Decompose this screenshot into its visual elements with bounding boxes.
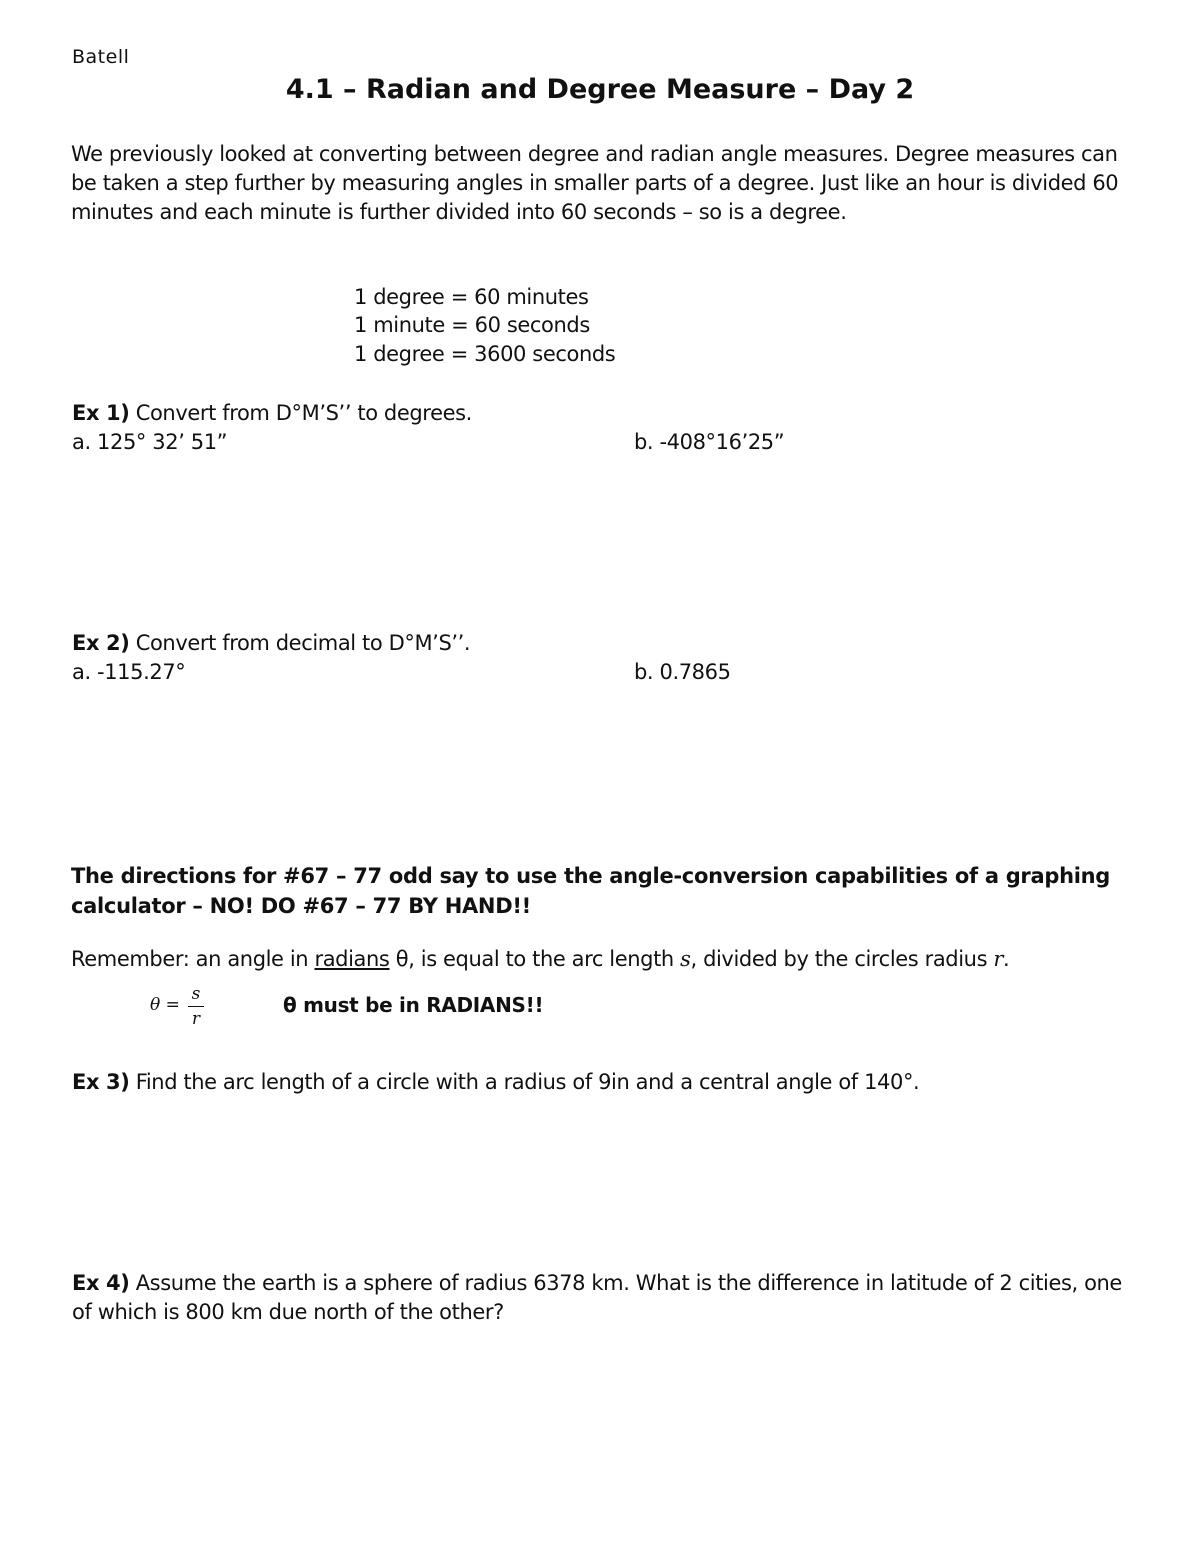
arc-length-symbol: s	[680, 947, 691, 971]
ex2-prompt: Convert from decimal to D°M’S’’.	[129, 631, 471, 655]
remember-middle2: , divided by the circles radius	[690, 947, 994, 971]
conversion-line: 1 degree = 60 minutes	[354, 285, 589, 309]
remember-end: .	[1003, 947, 1010, 971]
ex2-part-b: b. 0.7865	[634, 660, 731, 684]
radius-symbol: r	[993, 947, 1004, 971]
conversion-line: 1 minute = 60 seconds	[354, 313, 590, 337]
ex1-part-a: a. 125° 32’ 51”	[72, 430, 228, 454]
intro-paragraph: We previously looked at converting between degree and radian angle measures. Degree measures can be taken a step further by measuring angles in smaller parts of a degree. Just like an hour is divided 60 minutes and each minute is further divided into 60 seconds – so is a degree.	[71, 142, 1119, 224]
remember-middle: θ, is equal to the arc length	[389, 947, 681, 971]
author-name: Batell	[72, 46, 130, 68]
directions-note: The directions for #67 – 77 odd say to use the angle-conversion capabilities of a graphing calculator – NO! DO #67 – 77 BY HAND!!	[71, 864, 1111, 918]
formula-numerator: s	[191, 984, 201, 1004]
formula-lhs: θ =	[150, 995, 180, 1015]
radians-warning: θ must be in RADIANS!!	[283, 993, 544, 1017]
radians-term: radians	[314, 947, 390, 971]
ex4-heading	[72, 1269, 1132, 1327]
formula-denominator: r	[191, 1009, 201, 1029]
page-title: 4.1 – Radian and Degree Measure – Day 2	[285, 74, 915, 105]
ex1-label: Ex 1)	[72, 401, 130, 425]
ex3-label: Ex 3)	[72, 1070, 130, 1094]
ex2-part-a: a. -115.27°	[72, 660, 186, 684]
ex3-heading	[72, 1068, 919, 1097]
ex2-label: Ex 2)	[72, 631, 130, 655]
remember-prefix: Remember: an angle in	[71, 947, 315, 971]
ex1-part-b: b. -408°16’25”	[634, 430, 785, 454]
formula-fraction	[188, 984, 204, 1029]
fraction-bar	[188, 1006, 204, 1007]
conversion-line: 1 degree = 3600 seconds	[354, 342, 616, 366]
ex4-label: Ex 4)	[72, 1271, 130, 1295]
ex4-prompt: Assume the earth is a sphere of radius 6378 km. What is the difference in latitude of 2 cities, one of which is 800 km due north of the other?	[72, 1271, 1122, 1324]
remember-line	[71, 947, 1009, 971]
ex1-prompt: Convert from D°M’S’’ to degrees.	[129, 401, 472, 425]
ex2-heading	[72, 629, 470, 658]
ex1-heading	[72, 399, 472, 428]
ex3-prompt: Find the arc length of a circle with a radius of 9in and a central angle of 140°.	[129, 1070, 920, 1094]
